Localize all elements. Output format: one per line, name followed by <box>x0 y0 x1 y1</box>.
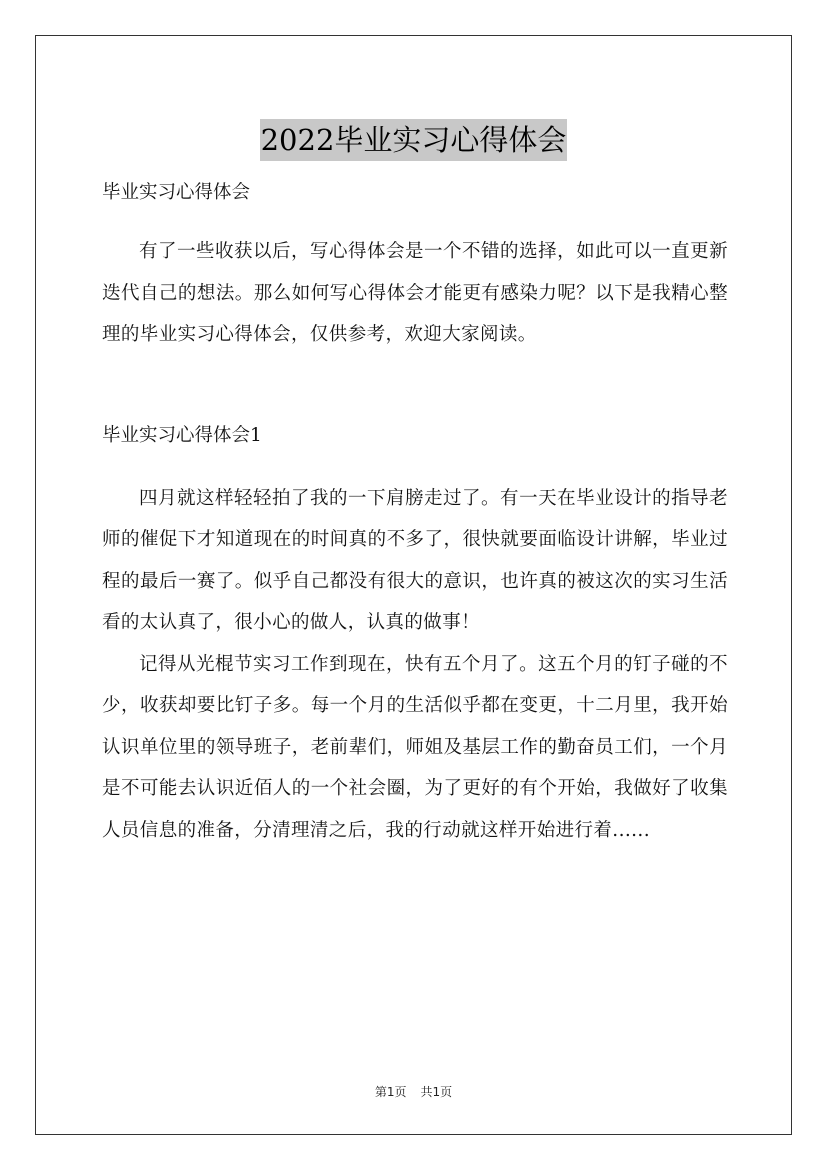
document-body <box>102 176 728 851</box>
spacer <box>102 453 728 478</box>
section-1-paragraph-1: 四月就这样轻轻拍了我的一下肩膀走过了。有一天在毕业设计的指导老师的催促下才知道现在的时间真的不多了，很快就要面临设计讲解，毕业过程的最后一赛了。似乎自己都没有很大的意识，也许真的被这次的实习生活看的太认真了，很小心的做人，认真的做事！ <box>102 487 728 633</box>
page-total: 共1页 <box>420 1085 453 1099</box>
page-footer <box>0 1083 827 1101</box>
page-number: 第1页 <box>374 1085 407 1099</box>
subtitle-heading: 毕业实习心得体会 <box>102 182 251 203</box>
document-title: 2022毕业实习心得体会 <box>260 119 568 161</box>
section-1-paragraph-2: 记得从光棍节实习工作到现在，快有五个月了。这五个月的钉子碰的不少，收获却要比钉子多。每一个月的生活似乎都在变更，十二月里，我开始认识单位里的领导班子，老前辈们，师姐及基层工作的勤奋员工们，一个月是不可能去认识近佰人的一个社会圈，为了更好的有个开始，我做好了收集人员信息的准备，分清理清之后，我的行动就这样开始进行着...... <box>102 653 728 841</box>
spacer <box>102 210 728 231</box>
section-1-heading: 毕业实习心得体会1 <box>102 424 262 446</box>
spacer <box>102 356 728 419</box>
title-container <box>0 100 827 181</box>
intro-paragraph: 有了一些收获以后，写心得体会是一个不错的选择，如此可以一直更新迭代自己的想法。那么如何写心得体会才能更有感染力呢？以下是我精心整理的毕业实习心得体会，仅供参考，欢迎大家阅读。 <box>102 241 728 345</box>
